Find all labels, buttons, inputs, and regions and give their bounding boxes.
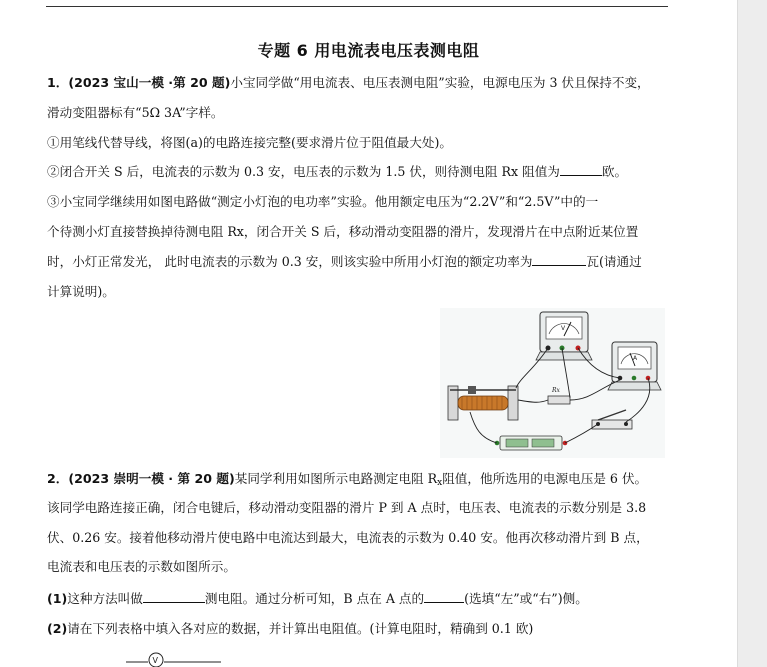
q2-stem-line-3: 伏、0.26 安。接着他移动滑片使电路中电流达到最大，电流表的示数为 0.40 安。他再次移动滑片到 B 点， bbox=[47, 530, 649, 545]
q2-stem-line-4: 电流表和电压表的示数如图所示。 bbox=[47, 559, 236, 574]
q2-part-1-text-c: (选填“左”或“右”)侧。 bbox=[464, 591, 588, 606]
q1-part-3-line-3 bbox=[47, 253, 642, 271]
q2-part-2-text: 请在下列表格中填入各对应的数据，并计算出电阻值。(计算电阻时，精确到 0.1 欧) bbox=[67, 621, 534, 636]
rx-label: Rx bbox=[552, 387, 560, 394]
q2-part-2-number: (2) bbox=[47, 621, 68, 636]
ammeter bbox=[608, 342, 661, 390]
q1-part-2-text: ②闭合开关 S 后，电流表的示数为 0.3 安，电压表的示数为 1.5 伏，则待测电阻 Rx 阻值为 bbox=[47, 164, 560, 179]
q1-part-2 bbox=[47, 163, 627, 181]
q2-part-1-blank-1[interactable] bbox=[143, 590, 205, 603]
q1-part-1: ①用笔线代替导线，将图(a)的电路连接完整(要求滑片位于阻值最大处)。 bbox=[47, 135, 452, 150]
voltmeter-label: V bbox=[561, 325, 566, 332]
q2-stem-text-2: 阻值，他所选用的电源电压是 6 伏。 bbox=[442, 471, 648, 486]
q1-source: (2023 宝山一模 ·第 20 题) bbox=[68, 75, 231, 90]
q2-stem-text-1: 某同学利用如图所示电路测定电阻 R bbox=[234, 471, 438, 486]
q1-stem-line-1 bbox=[47, 74, 650, 92]
q1-part-2-blank[interactable] bbox=[560, 163, 602, 176]
q2-stem-line-1 bbox=[47, 470, 647, 492]
page-title: 专题 6 用电流表电压表测电阻 bbox=[257, 41, 480, 60]
q1-part-3-blank[interactable] bbox=[532, 253, 586, 266]
q1-number: 1． bbox=[47, 75, 69, 90]
q1-part-3-unit: 瓦(请通过 bbox=[586, 254, 642, 269]
q2-part-2 bbox=[47, 620, 533, 638]
top-rule bbox=[46, 6, 668, 7]
battery bbox=[495, 436, 568, 450]
vertical-scrollbar[interactable] bbox=[737, 0, 767, 667]
q2-part-1-text-a: 这种方法叫做 bbox=[67, 591, 143, 606]
q1-stem-text-1: 小宝同学做“用电流表、电压表测电阻”实验，电源电压为 3 伏且保持不变， bbox=[230, 75, 650, 90]
q2-number: 2． bbox=[47, 471, 69, 486]
q2-stem-line-2: 该同学电路连接正确，闭合电键后，移动滑动变阻器的滑片 P 到 A 点时，电压表、电流表的示数分别是 3.8 bbox=[47, 500, 647, 515]
q2-part-1-number: (1) bbox=[47, 591, 68, 606]
q1-part-3-text: 时，小灯正常发光， 此时电流表的示数为 0.3 安，则该实验中所用小灯泡的额定功率为 bbox=[47, 254, 533, 269]
q2-rx-subscript: x bbox=[437, 478, 443, 488]
q1-part-3-line-4: 计算说明)。 bbox=[47, 284, 115, 299]
q1-stem-line-2: 滑动变阻器标有“5Ω 3A”字样。 bbox=[47, 105, 224, 120]
q1-part-2-unit: 欧。 bbox=[601, 164, 628, 179]
q1-part-3-line-2: 个待测小灯直接替换掉待测电阻 Rx，闭合开关 S 后，移动滑动变阻器的滑片，发现滑片在中点附近某位置 bbox=[47, 224, 639, 239]
q2-part-1-blank-2[interactable] bbox=[424, 590, 464, 603]
q1-part-3-line-1: ③小宝同学继续用如图电路做“测定小灯泡的电功率”实验。他用额定电压为“2.2V”和“2.5V”中的一 bbox=[47, 194, 599, 209]
q2-source: (2023 崇明一模 · 第 20 题) bbox=[68, 471, 235, 486]
ammeter-label: A bbox=[633, 355, 638, 362]
q2-part-1-text-b: 测电阻。通过分析可知，B 点在 A 点的 bbox=[204, 591, 425, 606]
circuit-figure bbox=[440, 308, 665, 458]
q2-part-1 bbox=[47, 590, 588, 608]
bottom-voltmeter-label: V bbox=[152, 656, 158, 665]
bottom-circuit-fragment bbox=[126, 650, 226, 667]
